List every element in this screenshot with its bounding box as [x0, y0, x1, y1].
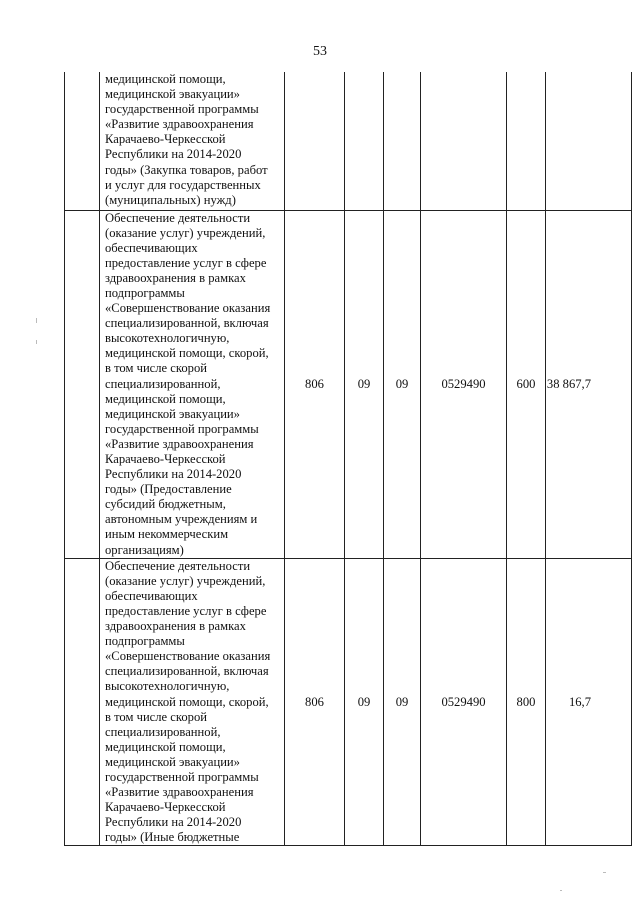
ministry-code-cell: 806 [285, 558, 345, 846]
description-cell [100, 72, 285, 210]
table-row [65, 72, 632, 210]
row-number-cell [65, 210, 100, 558]
scan-speck [36, 340, 37, 344]
section-code-cell: 09 [345, 210, 384, 558]
subsection-code-cell: 09 [384, 558, 421, 846]
amount-cell: 16,7 [546, 558, 632, 846]
row-number-cell [65, 72, 100, 210]
target-article-cell: 0529490 [421, 210, 507, 558]
ministry-code-cell: 806 [285, 210, 345, 558]
description-text: Обеспечение деятельности (оказание услуг) учреждений, обеспечивающих предоставление услуг в сфере здравоохранения в рамках подпрограммы «Совершенствование оказания специализированной, включая высокотехнологичную, медицинской помощи, скорой, в том числе скорой специализированной, медицинской помощи, медицинской эвакуации» государственной программы «Развитие здравоохранения Карачаево-Черкесской Республики на 2014-2020 годы» (Иные бюджетные [105, 558, 271, 845]
expense-type-cell: 600 [507, 210, 546, 558]
page-number: 53 [313, 44, 327, 59]
description-cell [100, 210, 285, 558]
amount-cell: 38 867,7 [546, 210, 632, 558]
description-cell [100, 558, 285, 846]
description-text: медицинской помощи, медицинской эвакуации» государственной программы «Развитие здравоохранения Карачаево-Черкесской Республики на 2014-2020 годы» (Закупка товаров, работ и услуг для государственных (муниципальных) нужд) [105, 72, 268, 207]
budget-table [64, 72, 632, 846]
subsection-code-cell [384, 72, 421, 210]
amount-cell [546, 72, 632, 210]
scan-speck [36, 318, 37, 323]
description-text: Обеспечение деятельности (оказание услуг) учреждений, обеспечивающих предоставление услуг в сфере здравоохранения в рамках подпрограммы «Совершенствование оказания специализированной, включая высокотехнологичную, медицинской помощи, скорой, в том числе скорой специализированной, медицинской помощи, медицинской эвакуации» государственной программы «Развитие здравоохранения Карачаево-Черкесской Республики на 2014-2020 годы» (Предоставление субсидий бюджетным, автономным учреждениям и иным некоммерческим организациям) [105, 210, 271, 557]
row-number-cell [65, 558, 100, 846]
section-code-cell [345, 72, 384, 210]
scan-speck [560, 890, 562, 891]
section-code-cell: 09 [345, 558, 384, 846]
scan-speck [603, 872, 606, 873]
expense-type-cell: 800 [507, 558, 546, 846]
target-article-cell [421, 72, 507, 210]
subsection-code-cell: 09 [384, 210, 421, 558]
expense-type-cell [507, 72, 546, 210]
target-article-cell: 0529490 [421, 558, 507, 846]
table-row [65, 210, 632, 558]
ministry-code-cell [285, 72, 345, 210]
table-row [65, 558, 632, 846]
